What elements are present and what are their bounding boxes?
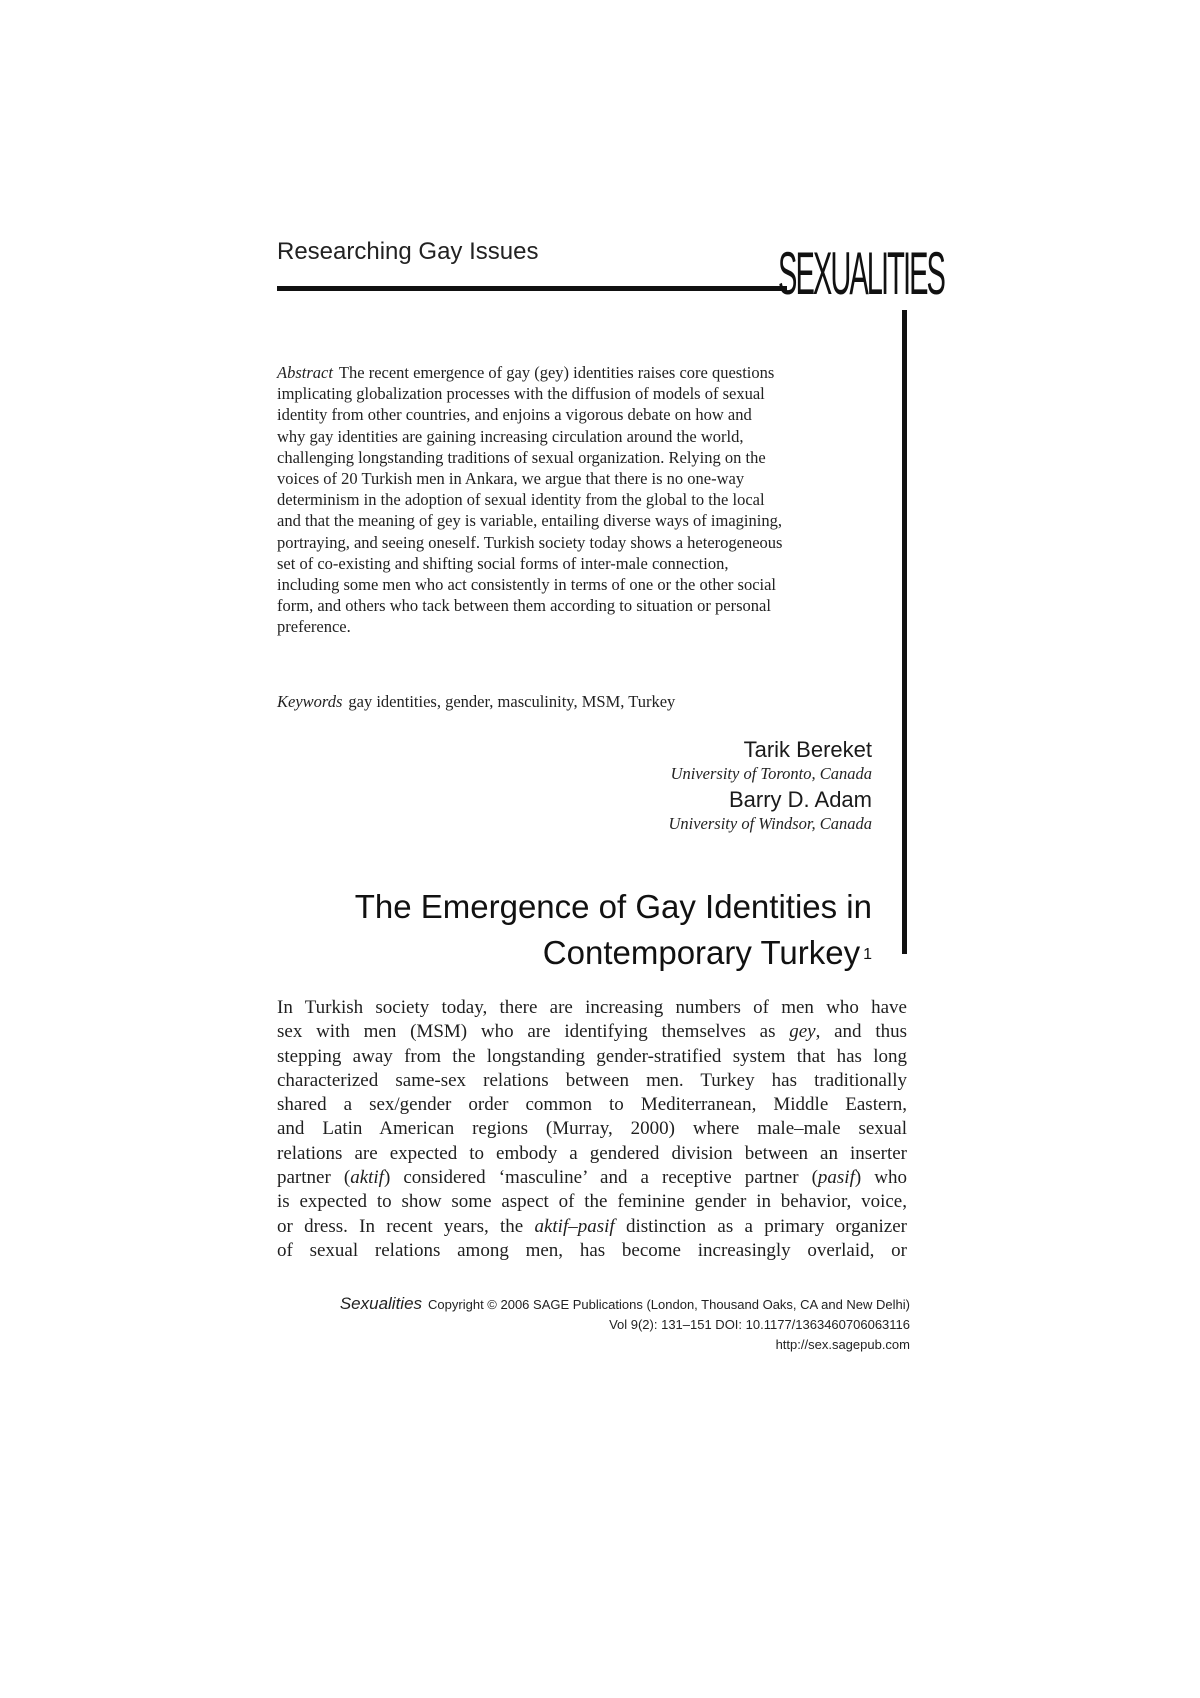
author-name: Barry D. Adam [728,787,872,812]
journal-url[interactable]: http://sex.sagepub.com [775,1337,910,1352]
italic-term: aktif [350,1167,384,1189]
body-line: stepping away from the longstanding gender-stratified system that has long [277,1045,907,1067]
abstract-text: The recent emergence of gay (gey) identities raises core questions implicating globalization processes with the diffusion of models of sexual identity from other countries, and enjoins a vigorous debate on how and why gay identities are gaining increasing circulation around the world, challenging longstanding traditions of sexual organization. Relying on the voices of 20 Turkish men in Ankara, we argue that there is no one-way determinism in the adoption of sexual identity from the global to the local and that the meaning of gey is variable, entailing diverse ways of imagining, portraying, and seeing oneself. Turkish society today shows a heterogeneous set of co-existing and shifting social forms of inter-male connection, including some men who act consistently in terms of one or the other social form, and others who tack between them according to situation or personal preference. [277,363,783,637]
author-affiliation: University of Windsor, Canada [668,814,872,833]
copyright-line [340,1294,910,1315]
body-line: sex with men (MSM) who are identifying themselves as gey, and thus [277,1021,907,1043]
header-rule [277,286,787,291]
footer-journal-name: Sexualities [339,1294,423,1313]
body-line: is expected to show some aspect of the feminine gender in behavior, voice, [277,1191,907,1213]
author-name: Tarik Bereket [743,737,872,762]
author-block [668,737,872,837]
italic-term: pasif [817,1167,855,1189]
body-line: and Latin American regions (Murray, 2000) where male–male sexual [277,1118,907,1140]
title-line: The Emergence of Gay Identities in [354,888,872,925]
body-line: characterized same-sex relations between men. Turkey has traditionally [277,1069,907,1091]
keywords-label: Keywords [277,692,343,711]
body-line: of sexual relations among men, has become increasingly overlaid, or [277,1239,907,1261]
article-title [232,884,872,976]
italic-term: gey [789,1021,816,1043]
abstract [277,362,783,638]
svg-text:SEXUALITIES: SEXUALITIES [778,240,945,307]
copyright-text: Copyright © 2006 SAGE Publications (London, Thousand Oaks, CA and New Delhi) [428,1297,910,1312]
title-line-text: Contemporary Turkey [542,934,861,971]
author-affiliation: University of Toronto, Canada [670,764,872,783]
footnote-mark: 1 [863,946,872,963]
section-label: Researching Gay Issues [277,238,539,265]
journal-logo [778,238,946,307]
body-line: shared a sex/gender order common to Mediterranean, Middle Eastern, [277,1094,907,1116]
title-line [232,930,872,976]
body-line: partner (aktif) considered ‘masculine’ and a receptive partner (pasif) who [277,1167,907,1189]
keywords [277,691,797,712]
keywords-text: gay identities, gender, masculinity, MSM, Turkey [348,692,676,711]
vertical-rule [902,310,907,954]
body-line: or dress. In recent years, the aktif–pasif distinction as a primary organizer [277,1215,907,1237]
italic-term: aktif–pasif [534,1215,615,1237]
body-text [277,996,907,1263]
body-line: In Turkish society today, there are increasing numbers of men who have [277,997,907,1018]
footer [340,1294,910,1355]
body-line: relations are expected to embody a gendered division between an inserter [277,1142,907,1164]
abstract-label: Abstract [277,363,333,382]
citation-line: Vol 9(2): 131–151 DOI: 10.1177/1363460706063116 [609,1317,910,1332]
